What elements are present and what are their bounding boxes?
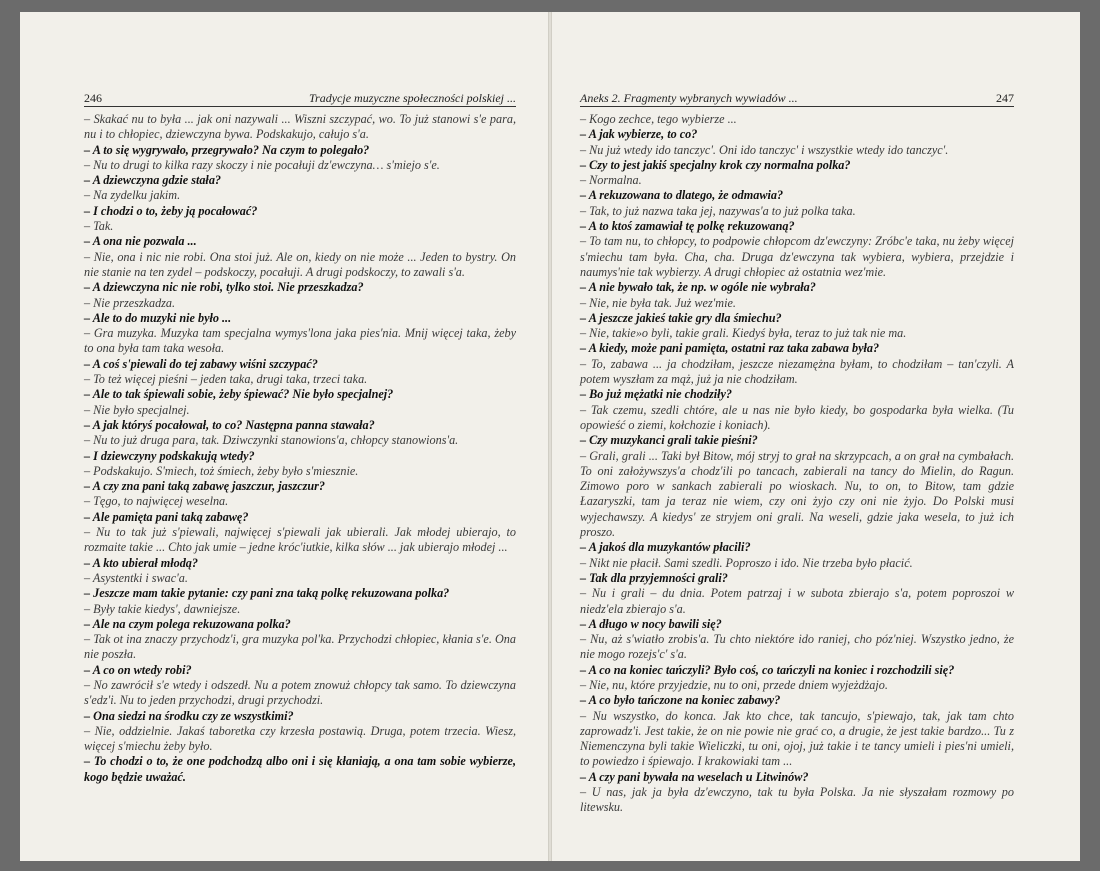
right-page-header [580,88,1014,107]
interview-answer: – Tęgo, to najwięcej weselna. [84,494,229,509]
left-page [20,12,550,861]
interview-answer: – Nie, takie»o byli, takie grali. Kiedyś była, teraz to już tak nie ma. [580,326,907,341]
interview-answer: – Nu już wtedy ido tanczyc'. Oni ido tanczyc' i wszystkie wtedy ido tanczyc'. [580,142,949,157]
interview-question: – Ale to do muzyki nie było ... [84,310,232,325]
interview-question: – A nie bywało tak, że np. w ogóle nie wybrała? [580,280,816,295]
right-page-text [580,112,1014,816]
interview-answer: – Były takie kiedys', dawniejsze. [84,601,241,616]
interview-question: – A co na koniec tańczyli? Było coś, co tańczyli na koniec i rozchodzili się? [580,662,955,677]
interview-question: – A co on wtedy robi? [84,662,192,677]
interview-question: – Jeszcze mam takie pytanie: czy pani zna taką polkę rekuzowana polka? [84,586,450,601]
interview-answer: – Nie przeszkadza. [84,295,176,310]
interview-question: – Ona siedzi na środku czy ze wszystkimi? [84,708,294,723]
interview-answer: – Tak, to już nazwa taka jej, nazywas'a to już polka taka. [580,203,856,218]
interview-answer: – Asystentki i swac'a. [84,570,188,585]
interview-answer: – Tak czemu, szedli chtóre, ale u nas nie było kiedy, bo gospodarka była wielka. (Tu opowieść o ziemi, kołchozie i koniach). [580,402,1014,432]
interview-answer: – Nie było specjalnej. [84,402,190,417]
interview-question: – A jak któryś pocałował, to co? Następna panna stawała? [84,417,375,432]
interview-question: – A długo w nocy bawili się? [580,616,722,631]
running-title: Aneks 2. Fragmenty wybranych wywiadów ... [580,91,798,105]
interview-question: – Czy muzykanci grali takie pieśni? [580,433,758,448]
interview-answer: – Gra muzyka. Muzyka tam specjalna wymys'lona jaka pies'nia. Mnij więcej taka, żeby to ona była tam taka wesoła. [84,326,516,356]
right-page [550,12,1080,861]
interview-answer: – To tam nu, to chłopcy, to podpowie chłopcom dz'ewczyny: Zróbc'e taka, nu żeby więcej s'miechu tam była. Cha, cha. Druga dz'ewczyna tak wybiera, wybiera, przejdzie i naumys'nie tak wybierzy. A drugi chłopiec aż ostatnia wez'mie. [580,234,1014,279]
interview-answer: – No zawrócił s'e wtedy i odszedł. Nu a potem znowuż chłopcy tak samo. To dziewczyna s'edz'i. Nu to jeden przychodzi, drugi przychodzi. [84,677,516,708]
interview-question: – Czy to jest jakiś specjalny krok czy normalna polka? [580,157,851,172]
interview-question: – Ale na czym polega rekuzowana polka? [84,616,291,631]
interview-answer: – Skakać nu to była ... jak oni nazywali ... Wiszni szczypać, wo. To już stanowi s'e para, nu i to chłopiec, dziewczyna bywa. Podskakujo, całujo s'a. [84,112,516,142]
left-page-header [84,88,516,107]
book-gutter [548,12,552,861]
interview-answer: – Nie, nie była tak. Już wez'mie. [580,295,736,310]
page-number: 247 [996,91,1014,105]
interview-question: – A co było tańczone na koniec zabawy? [580,693,781,708]
interview-answer: – To, zabawa ... ja chodziłam, jeszcze niezamężna byłam, to chodziłam – tan'czyli. A potem wyszłam za mąż, już ja nie chodziłam. [580,356,1014,387]
interview-answer: – Tak ot ina znaczy przychodz'i, gra muzyka pol'ka. Przychodzi chłopiec, kłania s'e. Ona nie poszła. [84,632,516,662]
interview-answer: – Tak. [84,219,114,234]
interview-question: – A to ktoś zamawiał tę polkę rekuzowaną? [580,219,795,234]
interview-question: – A coś s'piewali do tej zabawy wiśni szczypać? [84,356,318,371]
interview-answer: – Kogo zechce, tego wybierze ... [580,112,737,126]
interview-answer: – Nie, ona i nic nie robi. Ona stoi już. Ale on, kiedy on nie może ... Jeden to bystry. On nie stanie na ten zydel – podskoczy, pocałuji. A drugi podskoczy, to zawali s'a. [84,249,516,279]
interview-question: – A ona nie pozwala ... [84,234,197,249]
interview-question: – A kiedy, może pani pamięta, ostatni raz taka zabawa była? [580,341,880,356]
interview-question: – A kto ubierał młodą? [84,555,198,570]
interview-answer: – Normalna. [580,173,642,188]
running-title: Tradycje muzyczne społeczności polskiej ... [309,91,516,105]
interview-question: – To chodzi o to, że one podchodzą albo oni i się kłaniają, a ona tam sobie wybierze, kogo będzie uważać. [84,754,516,784]
interview-question: – A dziewczyna gdzie stała? [84,173,222,188]
interview-question: – Bo już mężatki nie chodziły? [580,387,733,402]
interview-answer: – Nu i grali – du dnia. Potem patrzaj i w subota zbierajo s'a, potem poproszoi w niedz'ela zbierajo s'a. [580,586,1014,616]
interview-answer: – Nu wszystko, do konca. Jak kto chce, tak tancujo, s'piewajo, tak, jak tam chto zaprowadz'i. Jest takie, że on nie powie nie grać co, a drugie, że jest takie bardzo... Tu z Niemenczyna byli takie Wieliczki, tu oni, ojoj, już takie i te tancy umieli i pies'ni umieli, to powiedzo i śpiewajo. I krakowiaki tam ... [580,708,1014,769]
interview-question: – A czy pani bywała na weselach u Litwinów? [580,769,809,784]
page-number: 246 [84,91,102,105]
interview-question: – A jeszcze jakieś takie gry dla śmiechu? [580,310,782,325]
interview-answer: – Grali, grali ... Taki był Bitow, mój stryj to grał na skrzypcach, a on grał na cymbałach. To oni założywszys'a chodz'ili po tancach, zabierali na tancy do Mielin, do Ragun. Zimowo poro w sankach zabierali po wioskach. Nu, to on, to Bitow, tam gdzie Łazaryszki, tam ja teraz nie wiem, czy oni żyjo czy oni nie żyjo. Do Polski musi wyjechawszy. A kiedys' ze stryjem oni grali. Na weseli, gdzie jaka wesela, to już ich proszo. [580,448,1014,540]
interview-answer: – Nie, nu, które przyjedzie, nu to oni, przede dniem wyjeżdżajo. [580,677,888,692]
interview-question: – I dziewczyny podskakują wtedy? [84,448,255,463]
interview-answer: – Nikt nie płacił. Sami szedli. Poproszo i ido. Nie trzeba było płacić. [580,555,913,570]
interview-question: – Ale pamięta pani taką zabawę? [84,509,249,524]
interview-question: – Tak dla przyjemności grali? [580,570,728,585]
interview-question: – Ale to tak śpiewali sobie, żeby śpiewać? Nie było specjalnej? [84,387,394,402]
interview-answer: – Podskakujo. S'miech, toż śmiech, żeby było s'miesznie. [84,463,359,478]
interview-question: – A jak wybierze, to co? [580,127,698,142]
interview-answer: – To też więcej pieśni – jeden taka, drugi taka, trzeci taka. [84,372,368,387]
interview-answer: – Nu to drugi to kilka razy skoczy i nie pocałuji dz'ewczyna… s'miejo s'e. [84,157,440,172]
interview-answer: – Na zydelku jakim. [84,188,181,203]
interview-question: – I chodzi o to, żeby ją pocałować? [84,203,258,218]
interview-answer: – Nu to już druga para, tak. Dziwczynki stanowions'a, chłopcy stanowions'a. [84,433,459,448]
left-page-text [84,112,516,785]
interview-question: – A jakoś dla muzykantów płacili? [580,540,751,555]
interview-answer: – U nas, jak ja była dz'ewczyno, tak tu była Polska. Ja nie słyszałam rozmowy po litewsku. [580,785,1014,815]
interview-answer: – Nie, oddzielnie. Jakaś taboretka czy krzesła postawią. Druga, potem trzecia. Wiesz, więcej s'miechu żeby było. [84,723,516,754]
interview-question: – A czy zna pani taką zabawę jaszczur, jaszczur? [84,479,325,494]
interview-question: – A dziewczyna nic nie robi, tylko stoi. Nie przeszkadza? [84,280,364,295]
interview-question: – A rekuzowana to dlatego, że odmawia? [580,188,784,203]
interview-answer: – Nu to tak już s'piewali, najwięcej s'piewali jak ubierali. Jak młodej ubierajo, to rozmaite takie ... Chto jak umie – jedne króc'iutkie, kilka słów ... jak ubierajo młodej ... [84,525,516,555]
interview-answer: – Nu, aż s'wiatło zrobis'a. Tu chto niektóre ido raniej, cho póz'niej. Wszystko jedno, że nie mogo rozejs'c' s'a. [580,632,1014,662]
interview-question: – A to się wygrywało, przegrywało? Na czym to polegało? [84,142,370,157]
